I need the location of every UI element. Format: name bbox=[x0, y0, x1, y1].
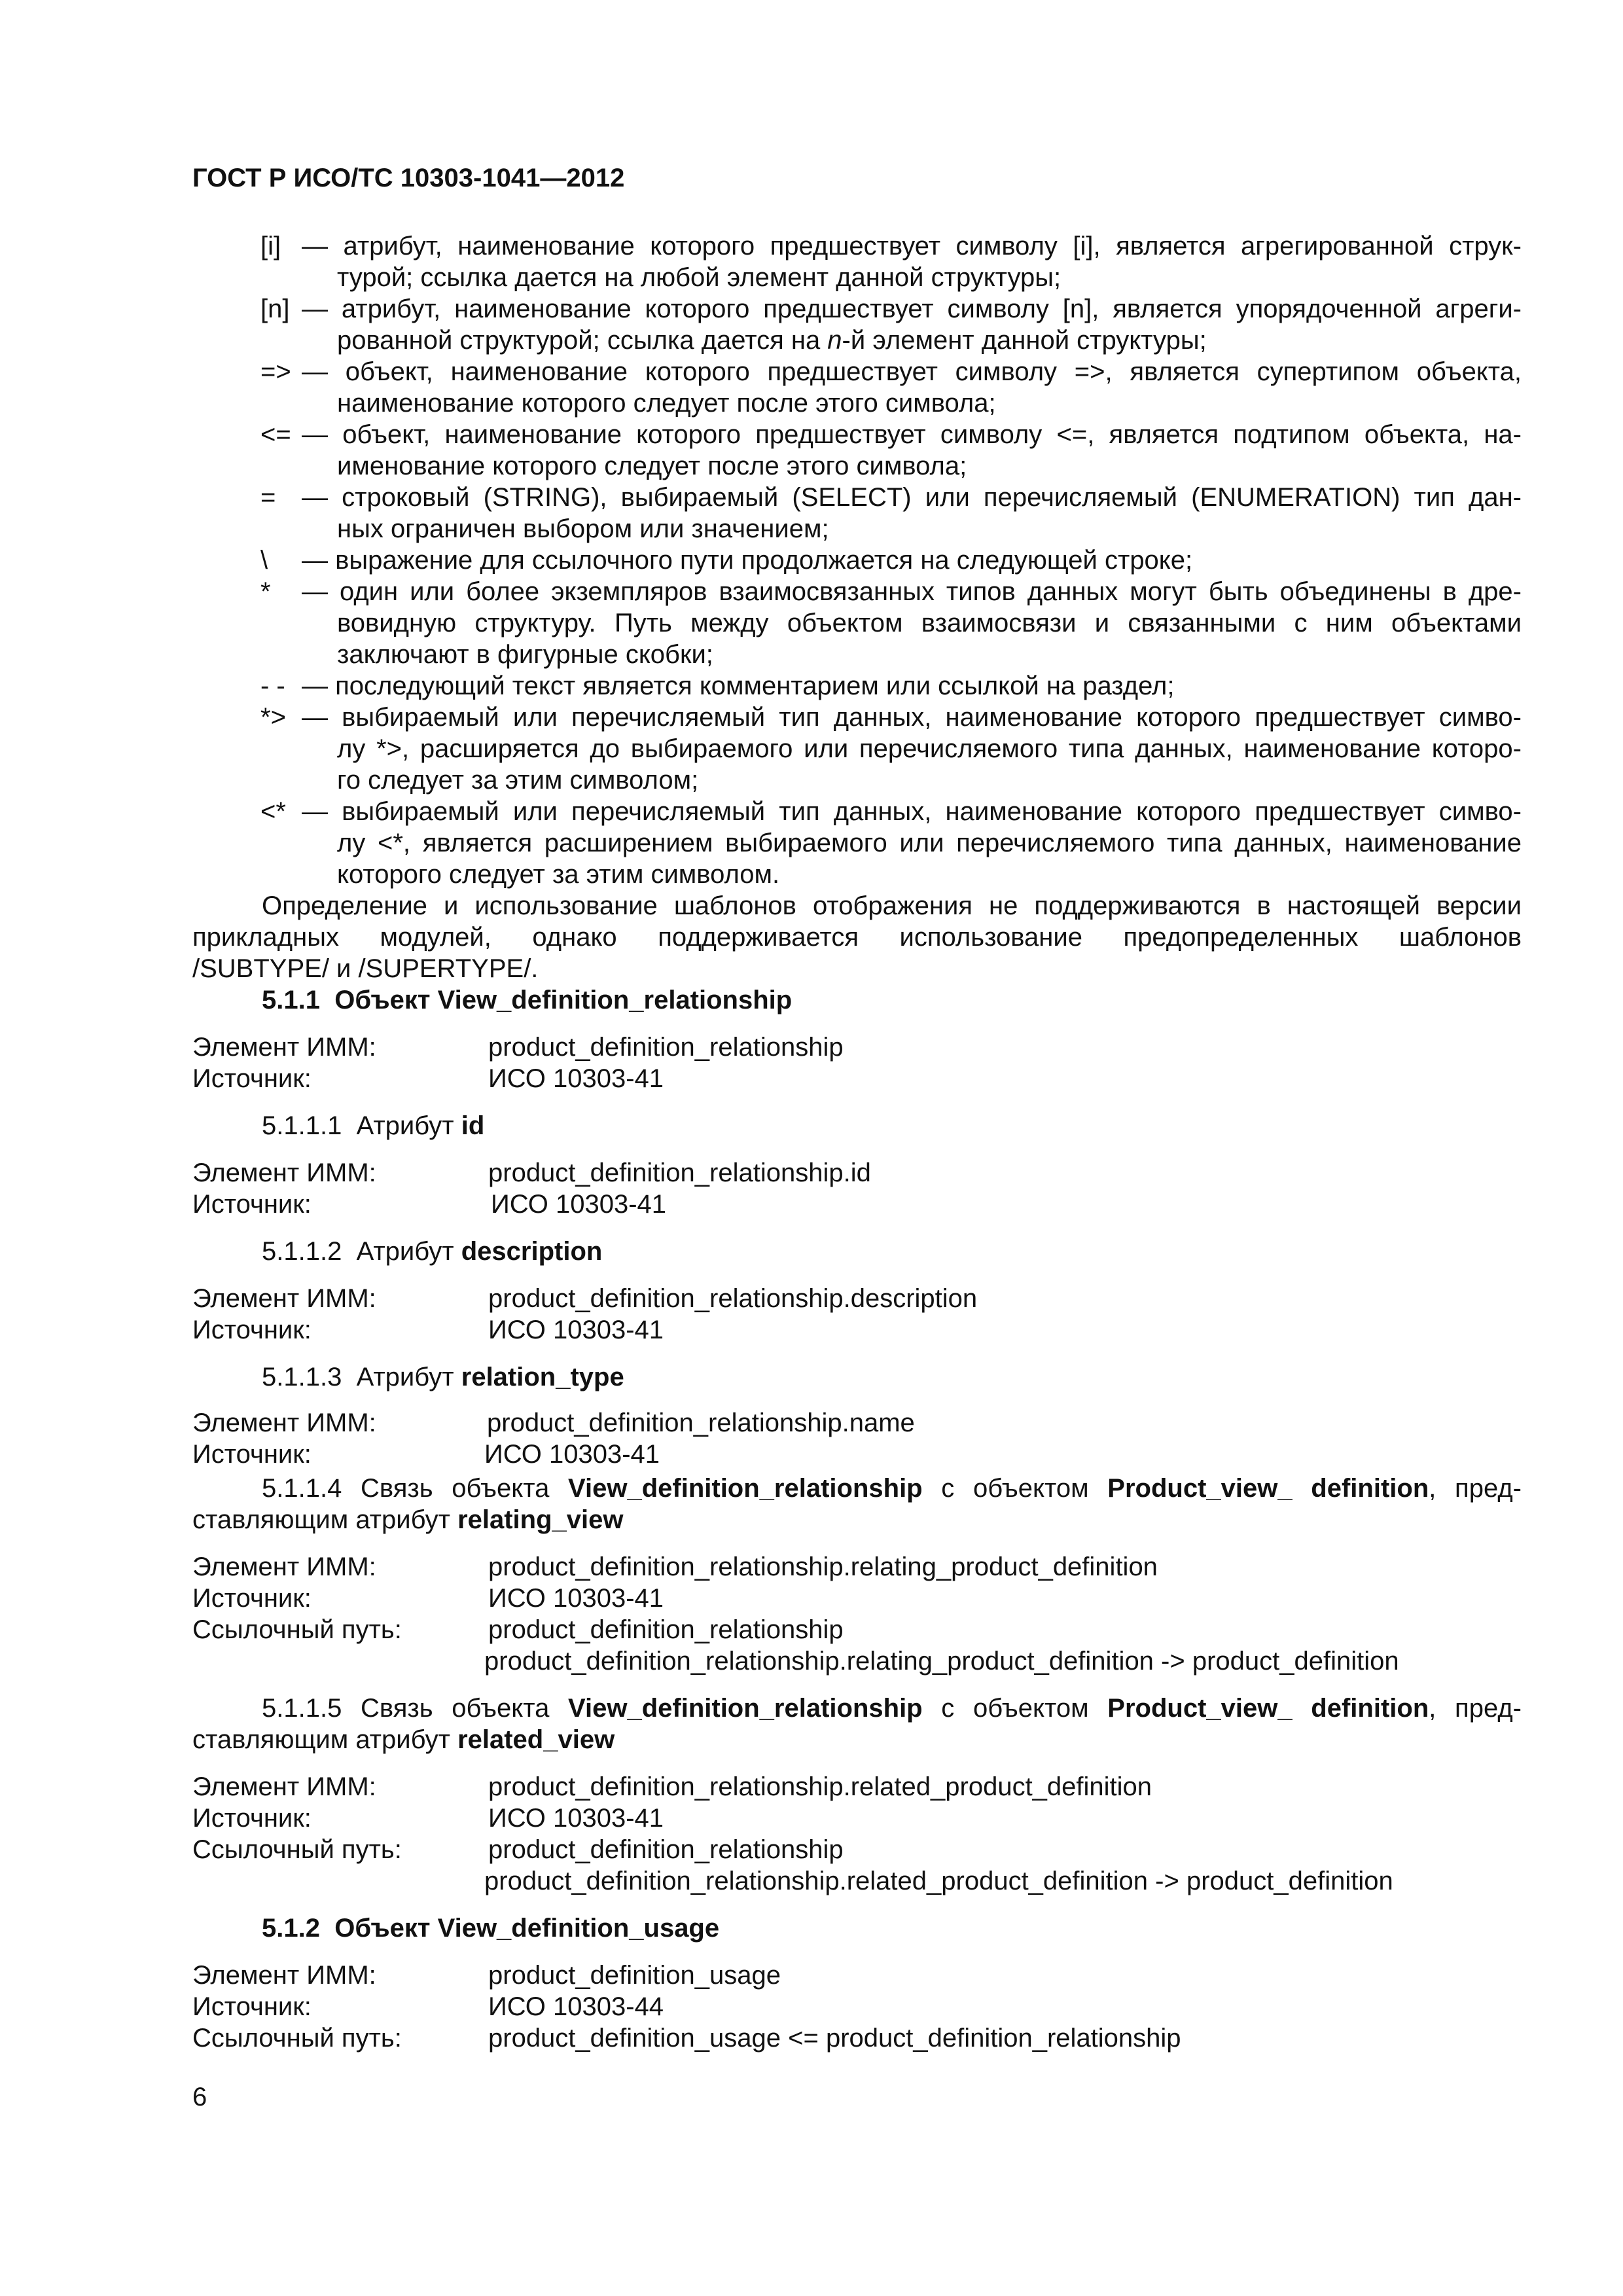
page-number: 6 bbox=[192, 2083, 207, 2111]
source-label: Источник: bbox=[192, 1440, 312, 1469]
source-label: Источник: bbox=[192, 1064, 312, 1093]
legend-text: — выражение для ссылочного пути продолжается на следующей строке; bbox=[302, 546, 1193, 575]
path-value: product_definition_relationship bbox=[488, 1835, 844, 1864]
legend-text: — один или более экземпляров взаимосвязанных типов данных могут быть объединены в дре- bbox=[302, 577, 1522, 606]
legend-symbol: = bbox=[260, 483, 276, 512]
path-label: Ссылочный путь: bbox=[192, 2024, 402, 2053]
path-label: Ссылочный путь: bbox=[192, 1615, 402, 1644]
element-value: product_definition_usage bbox=[488, 1961, 781, 1990]
legend-symbol: *> bbox=[260, 703, 286, 732]
element-value: product_definition_relationship bbox=[488, 1033, 844, 1062]
element-label: Элемент ИММ: bbox=[192, 1961, 376, 1990]
legend-symbol: <= bbox=[260, 420, 291, 449]
source-label: Источник: bbox=[192, 1584, 312, 1613]
path-value: product_definition_relationship bbox=[488, 1615, 844, 1644]
legend-text: рованной структурой; ссылка дается на n-й элемент данной структуры; bbox=[337, 326, 1207, 355]
legend-text: — атрибут, наименование которого предшествует символу [n], является упорядоченной агреги- bbox=[302, 295, 1522, 323]
element-value: product_definition_relationship.relating_product_definition bbox=[488, 1552, 1158, 1581]
legend-symbol: [i] bbox=[260, 232, 281, 260]
element-value: product_definition_relationship.related_product_definition bbox=[488, 1772, 1152, 1801]
source-label: Источник: bbox=[192, 1804, 312, 1833]
element-label: Элемент ИММ: bbox=[192, 1158, 376, 1187]
legend-symbol: [n] bbox=[260, 295, 290, 323]
legend-symbol: \ bbox=[260, 546, 268, 575]
section-heading: 5.1.2 Объект View_definition_usage bbox=[262, 1914, 720, 1943]
legend-symbol: - - bbox=[260, 672, 285, 700]
path-label: Ссылочный путь: bbox=[192, 1835, 402, 1864]
element-label: Элемент ИММ: bbox=[192, 1033, 376, 1062]
legend-symbol: * bbox=[260, 577, 271, 606]
path-value: product_definition_relationship.related_product_definition -> product_definition bbox=[484, 1867, 1393, 1895]
element-value: product_definition_relationship.description bbox=[488, 1284, 978, 1313]
legend-text: — объект, наименование которого предшествует символу <=, является подтипом объекта, на- bbox=[302, 420, 1522, 449]
legend-text: — строковый (STRING), выбираемый (SELECT) или перечисляемый (ENUMERATION) тип дан- bbox=[302, 483, 1522, 512]
subsection-heading: 5.1.1.2 Атрибут description bbox=[262, 1237, 603, 1266]
element-label: Элемент ИММ: bbox=[192, 1772, 376, 1801]
legend-text: которого следует за этим символом. bbox=[337, 860, 780, 889]
element-value: product_definition_relationship.name bbox=[487, 1408, 915, 1437]
subsection-heading-cont: ставляющим атрибут related_view bbox=[192, 1725, 615, 1754]
paragraph-line: /SUBTYPE/ и /SUPERTYPE/. bbox=[192, 954, 539, 983]
element-value: product_definition_relationship.id bbox=[488, 1158, 871, 1187]
subsection-heading: 5.1.1.5 Связь объекта View_definition_relationship с объектом Product_view_ definition, пред- bbox=[262, 1694, 1522, 1723]
legend-text: — объект, наименование которого предшествует символу =>, является супертипом объекта, bbox=[302, 357, 1522, 386]
subsection-heading: 5.1.1.4 Связь объекта View_definition_relationship с объектом Product_view_ definition, пред- bbox=[262, 1474, 1522, 1503]
source-value: ИСО 10303-41 bbox=[488, 1064, 664, 1093]
source-value: ИСО 10303-41 bbox=[484, 1440, 660, 1469]
legend-text: вовидную структуру. Путь между объектом взаимосвязи и связанными с ним объектами bbox=[337, 609, 1522, 637]
subsection-heading-cont: ставляющим атрибут relating_view bbox=[192, 1505, 624, 1534]
legend-text: наименование которого следует после этого символа; bbox=[337, 389, 996, 418]
legend-text: — последующий текст является комментарием или ссылкой на раздел; bbox=[302, 672, 1175, 700]
element-label: Элемент ИММ: bbox=[192, 1408, 376, 1437]
source-label: Источник: bbox=[192, 1992, 312, 2021]
legend-text: лу <*, является расширением выбираемого или перечисляемого типа данных, наименование bbox=[337, 829, 1522, 857]
source-value: ИСО 10303-41 bbox=[488, 1316, 664, 1344]
legend-text: лу *>, расширяется до выбираемого или перечисляемого типа данных, наименование которо- bbox=[337, 734, 1522, 763]
document-header: ГОСТ Р ИСО/ТС 10303-1041—2012 bbox=[192, 164, 625, 192]
path-value: product_definition_relationship.relating_product_definition -> product_definition bbox=[484, 1647, 1399, 1676]
source-label: Источник: bbox=[192, 1190, 312, 1219]
paragraph-line: Определение и использование шаблонов отображения не поддерживаются в настоящей версии bbox=[262, 891, 1522, 920]
subsection-heading: 5.1.1.3 Атрибут relation_type bbox=[262, 1363, 624, 1391]
legend-text: заключают в фигурные скобки; bbox=[337, 640, 713, 669]
legend-symbol: <* bbox=[260, 797, 286, 826]
legend-text: именование которого следует после этого символа; bbox=[337, 452, 967, 480]
element-label: Элемент ИММ: bbox=[192, 1552, 376, 1581]
legend-symbol: => bbox=[260, 357, 291, 386]
source-value: ИСО 10303-41 bbox=[491, 1190, 667, 1219]
source-value: ИСО 10303-44 bbox=[488, 1992, 664, 2021]
subsection-heading: 5.1.1.1 Атрибут id bbox=[262, 1111, 485, 1140]
legend-text: турой; ссылка дается на любой элемент данной структуры; bbox=[337, 263, 1061, 292]
source-value: ИСО 10303-41 bbox=[488, 1804, 664, 1833]
legend-text: — выбираемый или перечисляемый тип данных, наименование которого предшествует симво- bbox=[302, 703, 1522, 732]
legend-text: ных ограничен выбором или значением; bbox=[337, 514, 829, 543]
element-label: Элемент ИММ: bbox=[192, 1284, 376, 1313]
source-value: ИСО 10303-41 bbox=[488, 1584, 664, 1613]
legend-text: — атрибут, наименование которого предшествует символу [i], является агрегированной струк- bbox=[302, 232, 1522, 260]
paragraph-line: прикладных модулей, однако поддерживается использование предопределенных шаблонов bbox=[192, 923, 1522, 952]
legend-text: го следует за этим символом; bbox=[337, 766, 699, 795]
legend-text: — выбираемый или перечисляемый тип данных, наименование которого предшествует симво- bbox=[302, 797, 1522, 826]
section-heading: 5.1.1 Объект View_definition_relationship bbox=[262, 986, 793, 1014]
path-value: product_definition_usage <= product_definition_relationship bbox=[488, 2024, 1181, 2053]
source-label: Источник: bbox=[192, 1316, 312, 1344]
